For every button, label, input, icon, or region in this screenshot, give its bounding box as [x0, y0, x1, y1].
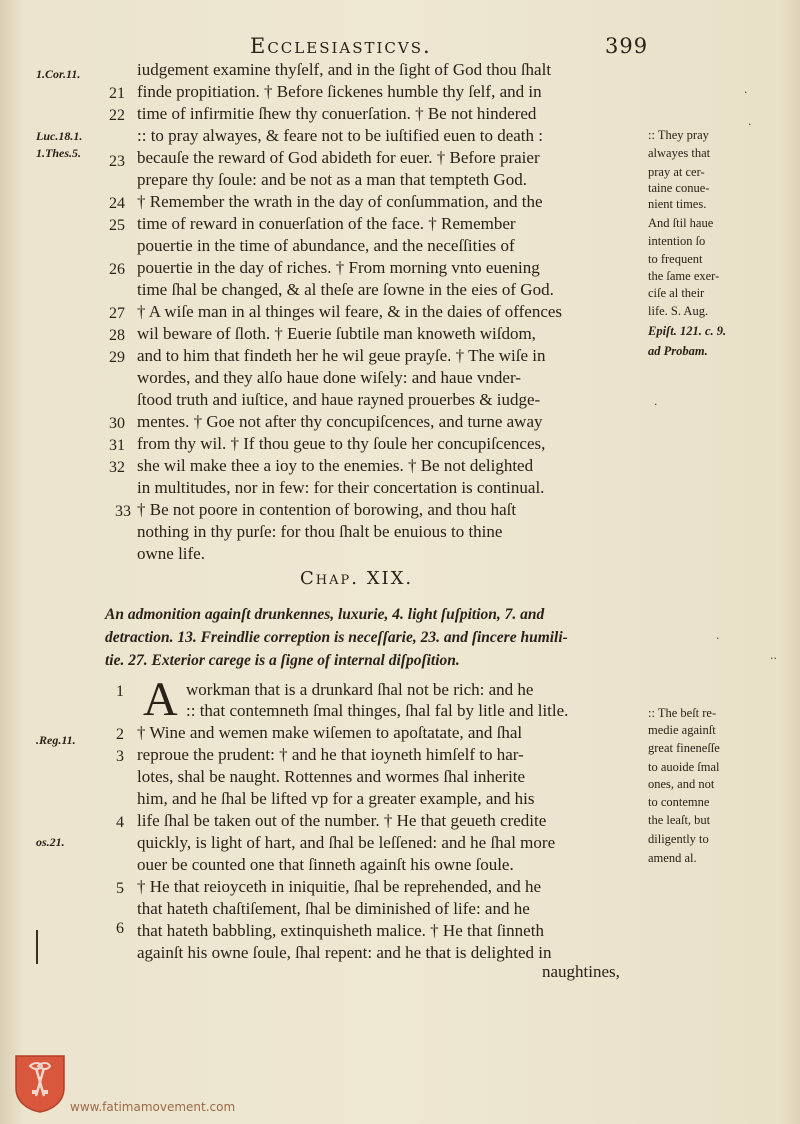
chapter-argument-line: detraction. 13. Freindlie correption is neceſſarie, 23. and ſincere humili-	[105, 629, 568, 646]
verse-number: 30	[109, 415, 125, 432]
text-line: finde propitiation. † Before ſickenes humble thy ſelf, and in	[137, 82, 542, 101]
ink-speck: ·	[654, 398, 658, 411]
book-title: Ecclesiasticvs.	[250, 34, 432, 58]
side-note-line: :: The beſt re-	[648, 706, 717, 720]
text-line: time ſhal be changed, & al theſe are ſowne in the eies of God.	[137, 280, 554, 299]
side-note-line: the leaſt, but	[648, 813, 711, 827]
side-note-line: :: They pray	[648, 128, 709, 142]
margin-reference: os.21.	[36, 835, 65, 849]
side-note-line: And ſtil haue	[648, 216, 714, 230]
side-note-line: ciſe al their	[648, 286, 705, 300]
text-line: ouer be counted one that ſinneth againſt his owne ſoule.	[137, 855, 514, 874]
side-note-line: diligently to	[648, 832, 709, 846]
verse-number: 5	[116, 880, 124, 897]
text-line: reproue the prudent: † and he that ioyneth himſelf to har-	[137, 745, 524, 764]
text-line: in multitudes, nor in few: for their concertation is continual.	[137, 478, 545, 497]
text-line: nothing in thy purſe: for thou ſhalt be enuious to thine	[137, 522, 503, 541]
text-line: life ſhal be taken out of the number. † He that geueth credite	[137, 811, 547, 830]
text-line: becauſe the reward of God abideth for euer. † Before praier	[137, 148, 540, 167]
verse-number: 32	[109, 459, 125, 476]
side-note-line: to contemne	[648, 795, 710, 809]
catchword: naughtines,	[542, 962, 620, 981]
drop-cap: A	[143, 673, 178, 726]
verse-number: 23	[109, 153, 125, 170]
text-line: lotes, shal be naught. Rottennes and wormes ſhal inherite	[137, 767, 526, 786]
ink-speck: ·	[744, 86, 748, 99]
verse-number: 24	[109, 195, 125, 212]
side-note-line: to frequent	[648, 252, 703, 266]
verse-number: 26	[109, 261, 125, 278]
verse-number: 22	[109, 107, 125, 124]
text-line: † Wine and wemen make wiſemen to apoſtatate, and ſhal	[137, 723, 523, 742]
text-line: againſt his owne ſoule, ſhal repent: and he that is delighted in	[137, 943, 552, 962]
verse-number: 28	[109, 327, 125, 344]
side-note-line: intention ſo	[648, 234, 706, 248]
text-line: time of infirmitie ſhew thy conuerſation. † Be not hindered	[137, 104, 537, 123]
text-line: † Be not poore in contention of borowing, and thou haſt	[137, 500, 517, 519]
text-line: prepare thy ſoule: and be not as a man that tempteth God.	[137, 170, 527, 189]
verse-number: 3	[116, 748, 124, 765]
verse-number: 1	[116, 683, 124, 700]
side-note-line: to auoide ſmal	[648, 760, 720, 774]
text-line: :: that contemneth ſmal thinges, ſhal fal by litle and litle.	[186, 701, 569, 720]
fatima-seal-icon	[14, 1054, 66, 1114]
ink-speck: ·	[748, 118, 752, 131]
text-line: owne life.	[137, 544, 205, 563]
side-note-line: medie againſt	[648, 723, 716, 737]
verse-number: 29	[109, 349, 125, 366]
verse-number: 2	[116, 726, 124, 743]
side-note-line: ones, and not	[648, 777, 715, 791]
margin-rule	[36, 930, 38, 964]
verse-number: 31	[109, 437, 125, 454]
margin-reference: Luc.18.1.	[36, 129, 83, 143]
side-note-line: life. S. Aug.	[648, 304, 709, 318]
side-note-line: alwayes that	[648, 146, 711, 160]
text-line: that hateth babbling, extinquisheth malice. † He that ſinneth	[137, 921, 544, 940]
side-note-line: Epiſt. 121. c. 9.	[648, 324, 727, 338]
side-note-line: pray at cer-	[648, 165, 705, 179]
text-line: ſtood truth and iuſtice, and haue rayned prouerbes & iudge-	[137, 390, 541, 409]
verse-number: 21	[109, 85, 125, 102]
footer-url[interactable]: www.fatimamovement.com	[70, 1100, 236, 1114]
text-line: that hateth chaſtiſement, ſhal be diminished of life: and he	[137, 899, 530, 918]
text-line: she wil make thee a ioy to the enemies. † Be not delighted	[137, 456, 534, 475]
verse-number: 33	[115, 503, 131, 520]
text-line: and to him that findeth her he wil geue prayſe. † The wiſe in	[137, 346, 546, 365]
margin-reference: 1.Cor.11.	[36, 67, 81, 81]
chapter-argument-line: tie. 27. Exterior carege is a ſigne of internal diſpoſition.	[105, 652, 460, 669]
text-line: from thy wil. † If thou geue to thy ſoule her concupiſcences,	[137, 434, 546, 453]
chapter-heading: Chap. XIX.	[300, 568, 414, 589]
ink-speck: ··	[770, 652, 777, 665]
text-line: † Remember the wrath in the day of conſummation, and the	[137, 192, 543, 211]
text-line: † A wiſe man in al thinges wil feare, & in the daies of offences	[137, 302, 563, 321]
side-note-line: amend al.	[648, 851, 697, 865]
text-line: time of reward in conuerſation of the face. † Remember	[137, 214, 516, 233]
text-line: him, and he ſhal be lifted vp for a greater example, and his	[137, 789, 535, 808]
page-number: 399	[605, 34, 649, 58]
side-note-line: great fineneſſe	[648, 741, 720, 755]
verse-number: 4	[116, 814, 124, 831]
text-line: † He that reioyceth in iniquitie, ſhal be reprehended, and he	[137, 877, 542, 896]
verse-number: 27	[109, 305, 125, 322]
text-line: workman that is a drunkard ſhal not be rich: and he	[186, 680, 534, 699]
text-line: quickly, is light of hart, and ſhal be leſſened: and he ſhal more	[137, 833, 556, 852]
margin-reference: .Reg.11.	[36, 733, 76, 747]
text-line: pouertie in the day of riches. † From morning vnto euening	[137, 258, 540, 277]
side-note-line: ad Probam.	[648, 344, 708, 358]
margin-reference: 1.Thes.5.	[36, 146, 81, 160]
text-line: mentes. † Goe not after thy concupiſcences, and turne away	[137, 412, 543, 431]
text-line: wil beware of ſloth. † Euerie ſubtile man knoweth wiſdom,	[137, 324, 536, 343]
side-note-line: taine conue-	[648, 181, 710, 195]
text-line: :: to pray alwayes, & feare not to be iuſtified euen to death :	[137, 126, 543, 145]
chapter-argument-line: An admonition againſt drunkennes, luxurie, 4. light ſuſpition, 7. and	[105, 606, 545, 623]
verse-number: 25	[109, 217, 125, 234]
text-line: pouertie in the time of abundance, and the neceſſities of	[137, 236, 515, 255]
side-note-line: the ſame exer-	[648, 269, 720, 283]
text-line: wordes, and they alſo haue done wiſely: and haue vnder-	[137, 368, 521, 387]
ink-speck: ·	[716, 632, 720, 645]
verse-number: 6	[116, 920, 124, 937]
text-line: iudgement examine thyſelf, and in the ſight of God thou ſhalt	[137, 60, 552, 79]
side-note-line: nient times.	[648, 197, 707, 211]
